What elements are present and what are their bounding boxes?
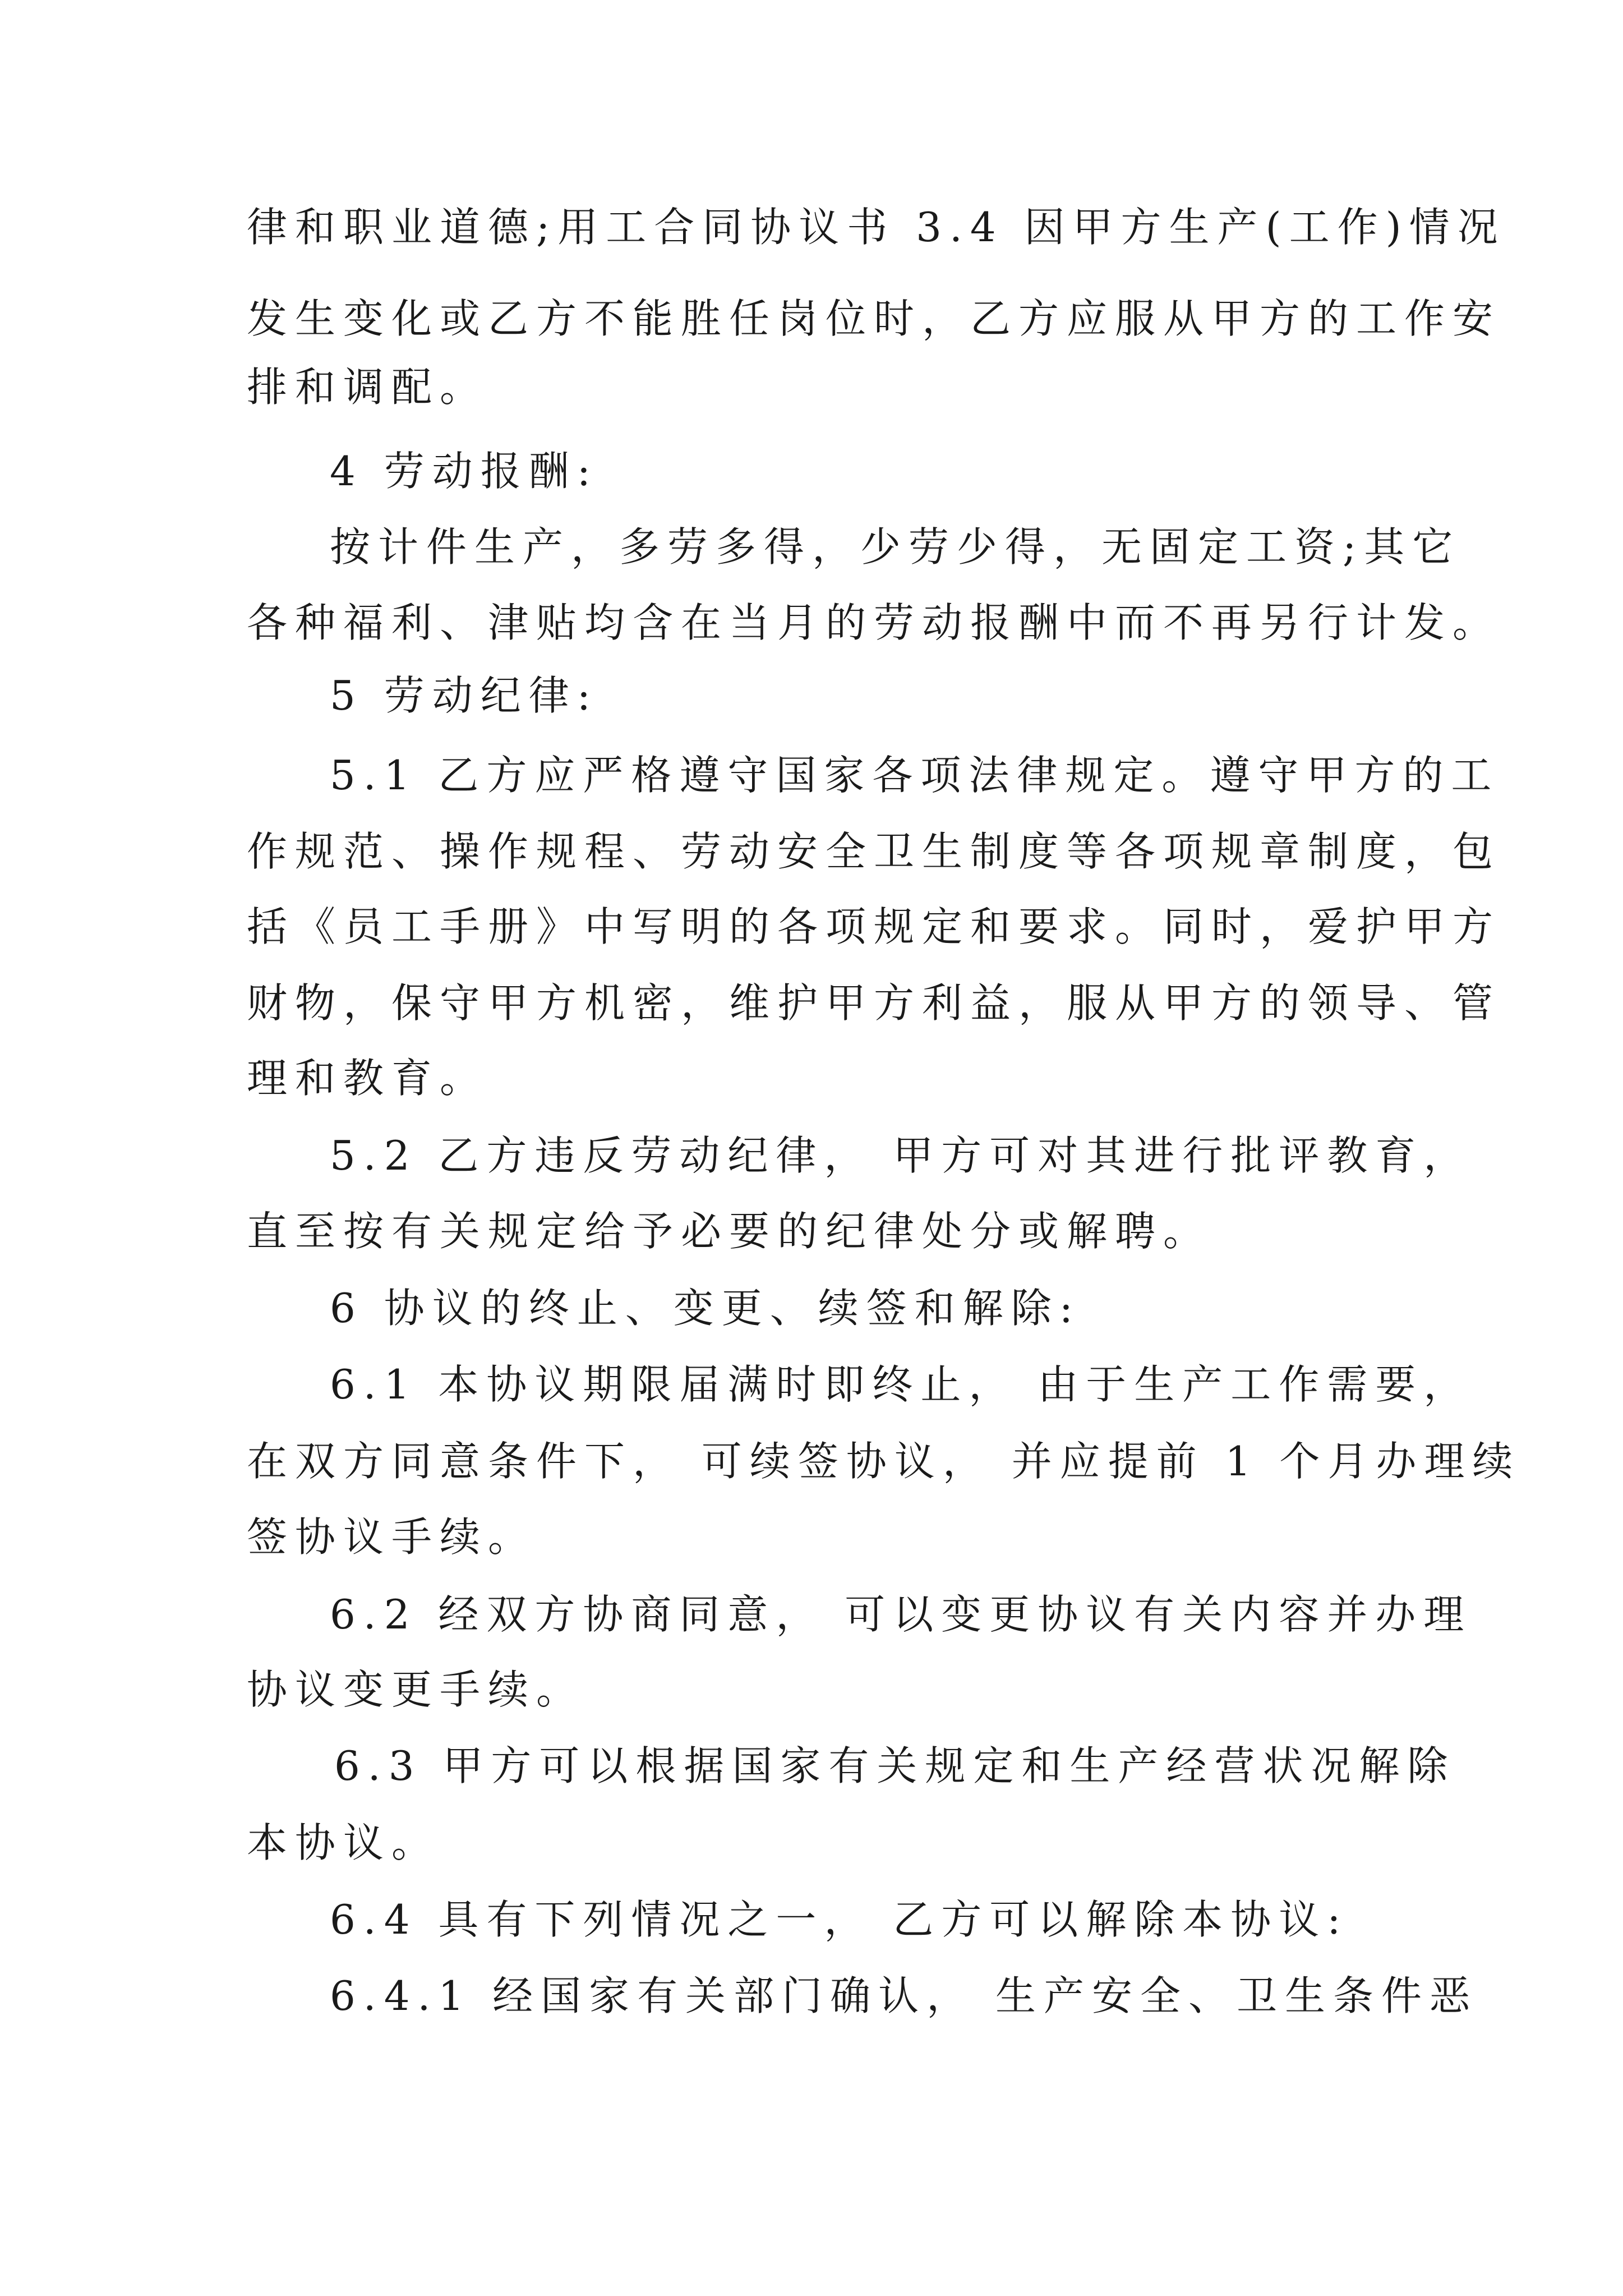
text-line: 签协议手续。 bbox=[247, 1513, 537, 1561]
text-line: 5.1 乙方应严格遵守国家各项法律规定。遵守甲方的工 bbox=[330, 752, 1500, 799]
text-line: 按计件生产，多劳多得，少劳少得，无固定工资;其它 bbox=[330, 523, 1461, 570]
text-line: 本协议。 bbox=[247, 1819, 440, 1866]
text-line: 括《员工手册》中写明的各项规定和要求。同时，爱护甲方 bbox=[247, 903, 1501, 950]
text-line: 律和职业道德;用工合同协议书 3.4 因甲方生产(工作)情况 bbox=[247, 204, 1506, 251]
text-line: 5 劳动纪律: bbox=[330, 672, 598, 719]
text-line: 6 协议的终止、变更、续签和解除: bbox=[330, 1285, 1081, 1332]
text-line: 6.4 具有下列情况之一， 乙方可以解除本协议: bbox=[330, 1896, 1349, 1943]
text-line: 6.3 甲方可以根据国家有关规定和生产经营状况解除 bbox=[334, 1742, 1456, 1789]
text-line: 各种福利、津贴均含在当月的劳动报酬中而不再另行计发。 bbox=[247, 599, 1501, 646]
text-line: 5.2 乙方违反劳动纪律， 甲方可对其进行批评教育， bbox=[330, 1132, 1472, 1179]
text-line: 6.2 经双方协商同意， 可以变更协议有关内容并办理 bbox=[330, 1591, 1472, 1638]
text-line: 6.4.1 经国家有关部门确认， 生产安全、卫生条件恶 bbox=[330, 1972, 1478, 2019]
text-line: 6.1 本协议期限届满时即终止， 由于生产工作需要， bbox=[330, 1361, 1472, 1408]
text-line: 在双方同意条件下， 可续签协议， 并应提前 1 个月办理续 bbox=[247, 1438, 1521, 1485]
text-line: 发生变化或乙方不能胜任岗位时，乙方应服从甲方的工作安 bbox=[247, 295, 1501, 342]
text-line: 理和教育。 bbox=[247, 1055, 488, 1102]
text-line: 4 劳动报酬: bbox=[330, 448, 598, 495]
text-line: 协议变更手续。 bbox=[247, 1666, 585, 1713]
text-line: 直至按有关规定给予必要的纪律处分或解聘。 bbox=[247, 1208, 1212, 1255]
text-line: 财物，保守甲方机密，维护甲方利益，服从甲方的领导、管 bbox=[247, 979, 1501, 1027]
text-line: 排和调配。 bbox=[247, 364, 488, 411]
text-line: 作规范、操作规程、劳动安全卫生制度等各项规章制度，包 bbox=[247, 828, 1501, 875]
